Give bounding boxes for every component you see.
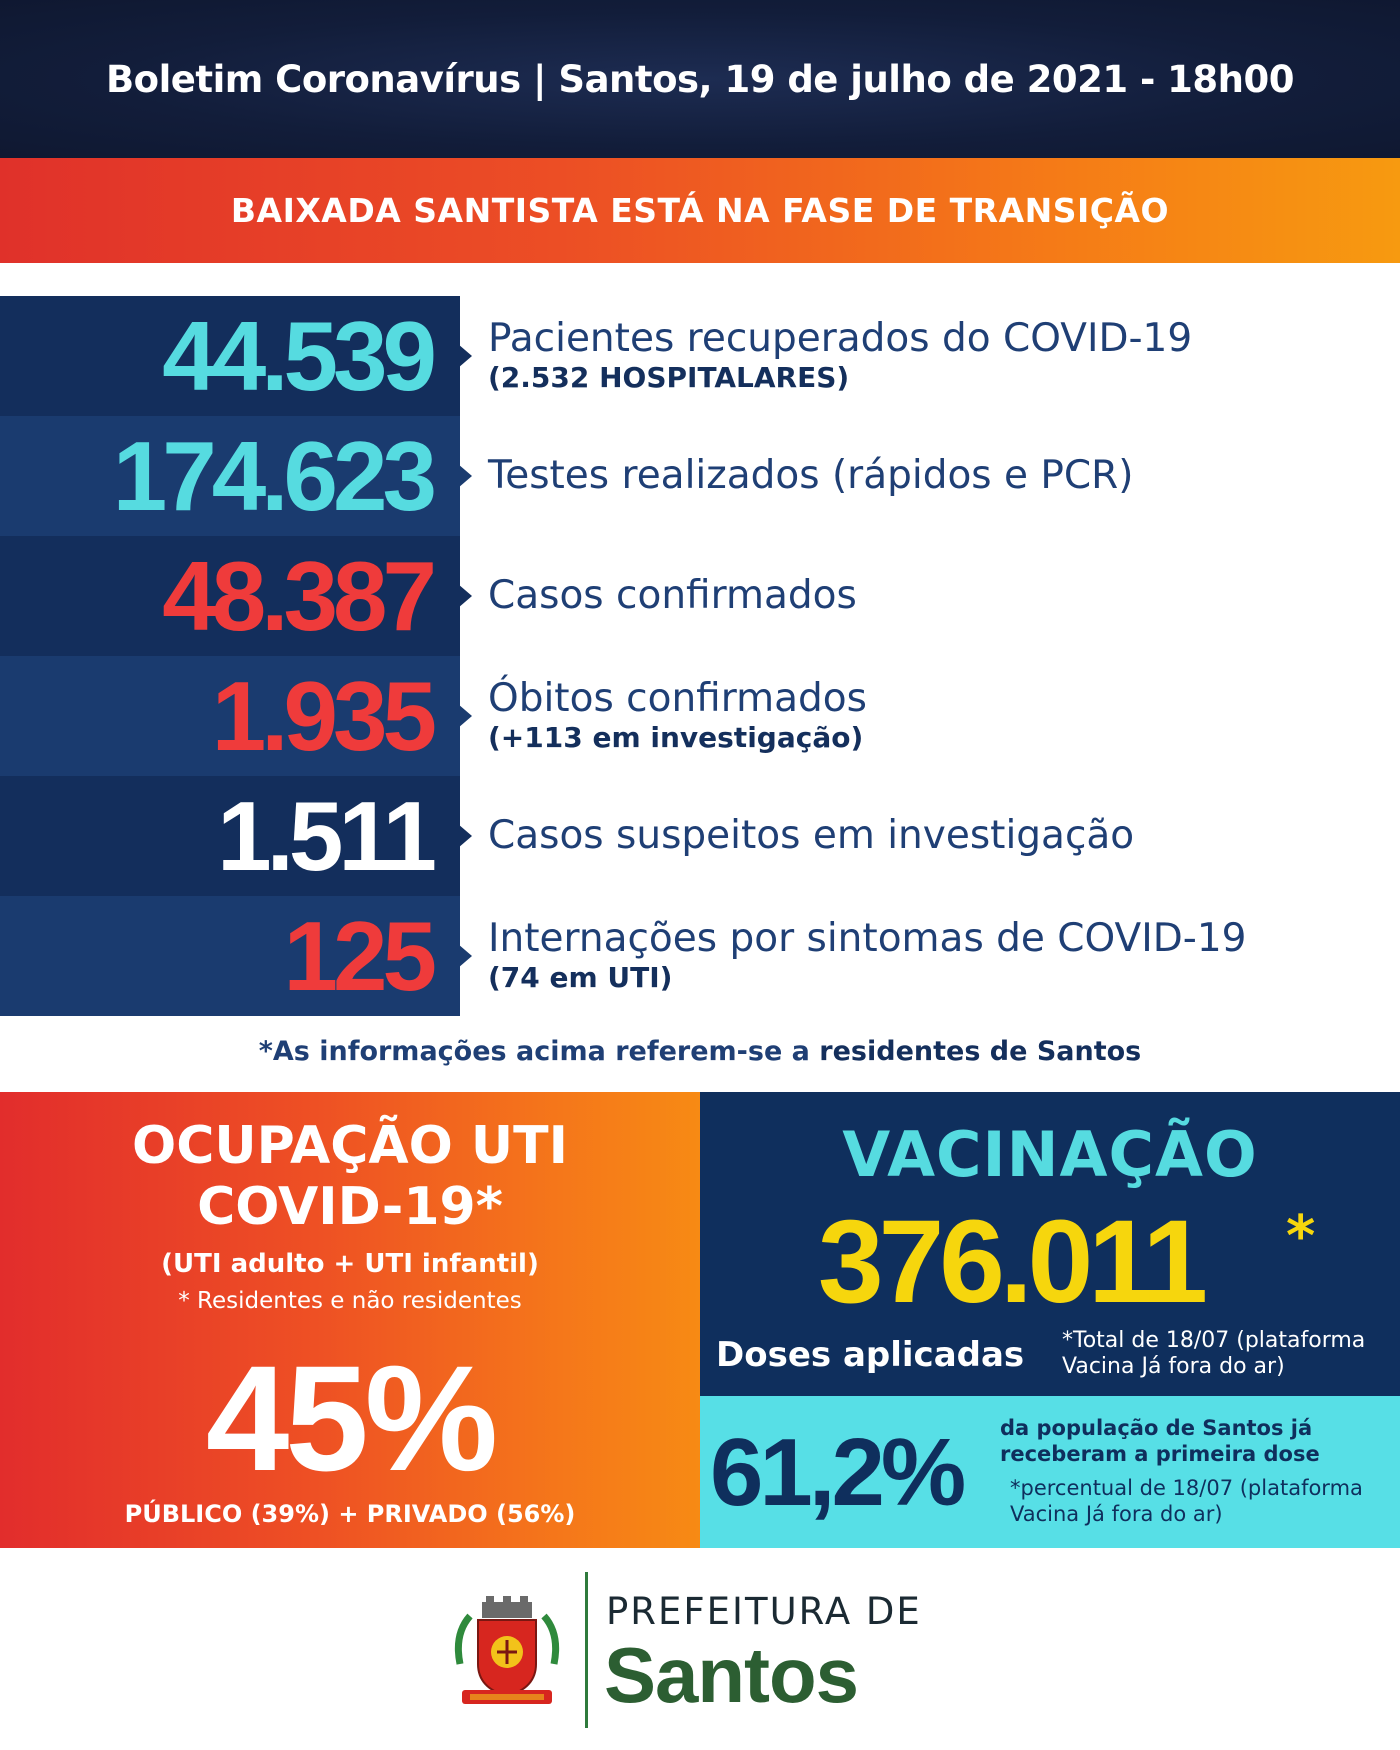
stat-number-box [0, 896, 460, 1016]
first-dose-percent: 61,2% [710, 1419, 963, 1526]
stat-label-deaths: Óbitos confirmados [488, 675, 867, 721]
doses-applied-value: 376.011 [818, 1196, 1204, 1328]
icu-title [0, 1116, 700, 1238]
stat-value-recovered: 44.539 [162, 301, 432, 411]
stat-row-hospitalized [0, 896, 1400, 1016]
stat-value-tests: 174.623 [112, 421, 432, 531]
stat-label-confirmed: Casos confirmados [488, 572, 857, 618]
icu-split: PÚBLICO (39%) + PRIVADO (56%) [124, 1500, 576, 1528]
residents-footnote [0, 1036, 1400, 1067]
stat-label-tests: Testes realizados (rápidos e PCR) [488, 452, 1134, 498]
pointer-arrow-icon [458, 584, 472, 608]
stat-row-tests [0, 416, 1400, 536]
doses-applied-label: Doses aplicadas [716, 1335, 1025, 1375]
icu-title-line1: OCUPAÇÃO UTI [132, 1116, 568, 1176]
footer-divider [585, 1572, 588, 1728]
stat-row-suspected [0, 776, 1400, 896]
stat-row-confirmed [0, 536, 1400, 656]
stat-number-box [0, 536, 460, 656]
stat-number-box [0, 656, 460, 776]
stat-value-confirmed: 48.387 [162, 541, 432, 651]
pointer-arrow-icon [458, 704, 472, 728]
phase-banner [0, 158, 1400, 263]
stat-row-recovered [0, 296, 1400, 416]
stat-label-recovered: Pacientes recuperados do COVID-19 [488, 315, 1193, 361]
vaccination-title: VACINAÇÃO [842, 1118, 1258, 1191]
prefecture-label: PREFEITURA DE [606, 1590, 922, 1633]
phase-text: BAIXADA SANTISTA ESTÁ NA FASE DE TRANSIÇÃO [230, 191, 1170, 230]
city-name-logo: Santos [604, 1631, 859, 1719]
stat-label-suspected: Casos suspeitos em investigação [488, 812, 1135, 858]
stat-description [488, 896, 1388, 1016]
doses-asterisk: * [1286, 1204, 1316, 1269]
stat-number-box [0, 416, 460, 536]
stat-description [488, 296, 1388, 416]
stat-sub-deaths: (+113 em investigação) [488, 720, 864, 754]
pointer-arrow-icon [458, 824, 472, 848]
footnote-prefix: *As informações acima referem-se a [258, 1036, 820, 1067]
pointer-arrow-icon [458, 944, 472, 968]
stats-list [0, 296, 1400, 1016]
stat-description [488, 776, 1388, 896]
header-bar [0, 0, 1400, 158]
icu-subtitle: (UTI adulto + UTI infantil) [161, 1249, 539, 1279]
icu-title-line2: COVID-19* [197, 1176, 503, 1237]
stat-description [488, 536, 1388, 656]
stat-sub-hospitalized: (74 em UTI) [488, 960, 673, 994]
stat-value-suspected: 1.511 [217, 781, 432, 891]
first-dose-note: *percentual de 18/07 (plataforma Vacina Já fora do ar) [1010, 1476, 1363, 1526]
stat-description [488, 416, 1388, 536]
stat-number-box [0, 296, 460, 416]
footer [0, 1548, 1400, 1750]
first-dose-text: da população de Santos já receberam a primeira dose [1000, 1416, 1320, 1466]
icu-percent: 45% [205, 1334, 495, 1502]
stat-number-box [0, 776, 460, 896]
stat-value-hospitalized: 125 [283, 901, 432, 1011]
pointer-arrow-icon [458, 464, 472, 488]
vaccination-panel [700, 1092, 1400, 1396]
city-coat-of-arms-icon [448, 1594, 566, 1712]
pointer-arrow-icon [458, 344, 472, 368]
stat-sub-recovered: (2.532 HOSPITALARES) [488, 360, 850, 394]
doses-note: *Total de 18/07 (plataforma Vacina Já fora do ar) [1062, 1328, 1366, 1380]
bulletin-title: Boletim Coronavírus | Santos, 19 de julho de 2021 - 18h00 [105, 57, 1295, 101]
stat-value-deaths: 1.935 [211, 661, 432, 771]
stat-label-hospitalized: Internações por sintomas de COVID-19 [488, 915, 1247, 961]
footnote-emphasis: residentes de Santos [819, 1036, 1142, 1067]
stat-description [488, 656, 1388, 776]
icu-occupancy-panel [0, 1092, 700, 1548]
stat-row-deaths [0, 656, 1400, 776]
first-dose-panel [700, 1396, 1400, 1548]
icu-note: * Residentes e não residentes [178, 1288, 522, 1314]
